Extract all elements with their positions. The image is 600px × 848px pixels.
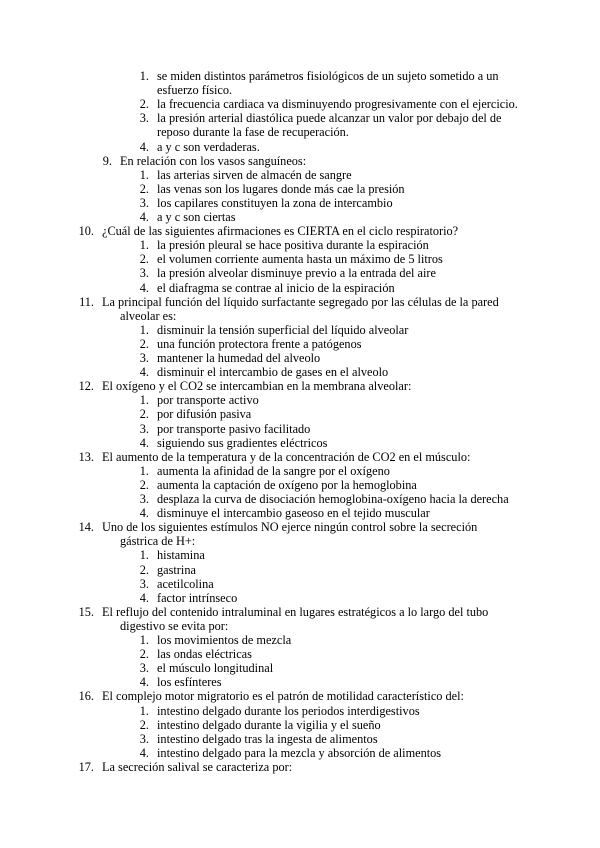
answer-option-text: las venas son los lugares donde más cae la presión <box>157 181 405 196</box>
answer-option-number: 4. <box>139 210 149 224</box>
question-stem-text: Uno de los siguientes estímulos NO ejerce ningún control sobre la secreción <box>102 520 478 535</box>
answer-option <box>139 365 389 380</box>
answer-option-text: a y c son ciertas <box>157 210 236 224</box>
lead-option <box>139 139 260 154</box>
answer-option-text: histamina <box>157 548 205 563</box>
answer-option <box>139 506 430 521</box>
question-stem-number: 14. <box>78 520 94 535</box>
answer-option-number: 2. <box>139 477 149 492</box>
lead-option-number: 2. <box>139 97 149 112</box>
answer-option-text: disminuir la tensión superficial del líquido alveolar <box>157 322 409 337</box>
answer-option-number: 1. <box>139 703 149 718</box>
question-stem <box>78 759 293 774</box>
answer-option-number: 1. <box>139 322 149 337</box>
answer-option-text: aumenta la afinidad de la sangre por el oxígeno <box>157 463 390 478</box>
answer-option <box>139 647 252 662</box>
answer-option-text: intestino delgado para la mezcla y absorción de alimentos <box>157 745 442 760</box>
answer-option-text: los movimientos de mezcla <box>157 633 292 647</box>
answer-option <box>139 393 259 408</box>
answer-option <box>139 210 236 224</box>
question-stem <box>120 619 228 633</box>
answer-option-number: 2. <box>139 252 149 267</box>
answer-option-number: 3. <box>139 731 149 746</box>
answer-option-number: 1. <box>139 548 149 563</box>
question-stem-text: El reflujo del contenido intraluminal en lugares estratégicos a lo largo del tubo <box>102 604 489 619</box>
answer-option-text: factor intrínseco <box>157 590 238 605</box>
question-stem-number: 9. <box>102 153 112 168</box>
question-stem-number: 15. <box>78 604 94 619</box>
answer-option-text: aumenta la captación de oxígeno por la hemoglobina <box>157 477 417 492</box>
answer-option-number: 4. <box>139 435 149 450</box>
question-stem-text: El complejo motor migratorio es el patrón de motilidad característico del: <box>102 689 464 704</box>
question-stem <box>78 604 489 619</box>
answer-option-number: 4. <box>139 365 149 380</box>
answer-option-text: una función protectora frente a patógenos <box>157 336 362 351</box>
answer-option <box>139 590 238 605</box>
answer-option-number: 2. <box>139 562 149 577</box>
answer-option <box>139 633 292 647</box>
answer-option-text: las ondas eléctricas <box>157 647 252 662</box>
answer-option <box>139 731 378 746</box>
question-stem-text: alveolar es: <box>120 308 177 323</box>
question-stem <box>78 520 478 535</box>
answer-option-number: 4. <box>139 745 149 760</box>
lead-option-text: la presión arterial diastólica puede alcanzar un valor por debajo del de <box>157 111 502 126</box>
lead-option-number: 3. <box>139 111 149 126</box>
answer-option-number: 3. <box>139 421 149 436</box>
answer-option-text: el músculo longitudinal <box>157 661 274 676</box>
answer-option <box>139 703 420 718</box>
question-stem-number: 12. <box>78 379 94 394</box>
answer-option-text: la presión alveolar disminuye previo a la entrada del aire <box>157 266 436 281</box>
answer-option-number: 4. <box>139 590 149 605</box>
answer-option-text: las arterias sirven de almacén de sangre <box>157 167 352 182</box>
answer-option-text: el diafragma se contrae al inicio de la espiración <box>157 280 395 295</box>
answer-option-text: desplaza la curva de disociación hemoglobina-oxígeno hacia la derecha <box>157 492 509 506</box>
answer-option-text: intestino delgado durante la vigilia y el sueño <box>157 717 381 732</box>
question-stem <box>78 449 471 464</box>
question-stem-text: gástrica de H+: <box>120 534 196 549</box>
answer-option <box>139 435 328 450</box>
lead-option-text: esfuerzo físico. <box>157 83 233 98</box>
answer-option <box>139 463 390 478</box>
answer-option-number: 1. <box>139 393 149 408</box>
answer-option <box>139 351 321 365</box>
question-stem-text: La principal función del líquido surfactante segregado por las células de la pared <box>102 294 499 309</box>
lead-option <box>157 125 349 139</box>
answer-option <box>139 675 222 690</box>
lead-option <box>139 111 502 126</box>
answer-option <box>139 661 274 676</box>
answer-option-number: 4. <box>139 506 149 521</box>
lead-option-number: 4. <box>139 139 149 154</box>
answer-option <box>139 195 393 210</box>
question-stem-text: digestivo se evita por: <box>120 618 229 633</box>
question-stem-number: 17. <box>78 759 94 774</box>
question-stem <box>78 224 459 239</box>
answer-option-number: 3. <box>139 351 149 365</box>
answer-option <box>139 421 311 436</box>
answer-option-number: 2. <box>139 647 149 662</box>
answer-option <box>139 407 252 422</box>
answer-option-text: intestino delgado durante los periodos interdigestivos <box>157 703 420 718</box>
answer-option <box>139 576 214 591</box>
answer-option-number: 3. <box>139 576 149 591</box>
answer-option-text: disminuir el intercambio de gases en el alveolo <box>157 365 389 380</box>
question-stem-text: La secreción salival se caracteriza por: <box>102 759 293 774</box>
answer-option-text: siguiendo sus gradientes eléctricos <box>157 435 328 450</box>
answer-option-text: por transporte pasivo facilitado <box>157 421 311 436</box>
answer-option <box>139 167 352 182</box>
answer-option-number: 4. <box>139 675 149 690</box>
answer-option-number: 1. <box>139 633 149 647</box>
answer-option <box>139 477 417 492</box>
answer-option <box>139 548 205 563</box>
answer-option <box>139 238 429 253</box>
question-stem-number: 16. <box>78 689 94 704</box>
question-stem <box>102 153 307 168</box>
question-stem <box>120 309 176 323</box>
answer-option-text: mantener la humedad del alveolo <box>157 351 321 365</box>
answer-option-number: 2. <box>139 336 149 351</box>
answer-option-number: 1. <box>139 238 149 253</box>
lead-option-text: se miden distintos parámetros fisiológicos de un sujeto sometido a un <box>157 69 499 83</box>
answer-option <box>139 745 442 760</box>
answer-option-number: 1. <box>139 463 149 478</box>
answer-option-number: 3. <box>139 492 149 506</box>
answer-option-number: 3. <box>139 661 149 676</box>
question-stem-number: 10. <box>78 224 94 239</box>
question-stem-number: 11. <box>79 294 94 309</box>
answer-option <box>139 322 409 337</box>
answer-option-text: la presión pleural se hace positiva durante la espiración <box>157 238 429 253</box>
question-stem-text: El aumento de la temperatura y de la concentración de CO2 en el músculo: <box>102 449 471 464</box>
answer-option-number: 3. <box>139 266 149 281</box>
answer-option-text: gastrina <box>157 562 196 577</box>
answer-option-text: acetilcolina <box>157 576 214 591</box>
lead-option-text: la frecuencia cardiaca va disminuyendo progresivamente con el ejercicio. <box>157 97 518 112</box>
lead-option-text: a y c son verdaderas. <box>157 139 260 154</box>
answer-option-number: 2. <box>139 717 149 732</box>
answer-option-text: por difusión pasiva <box>157 407 252 422</box>
answer-option <box>139 181 405 196</box>
answer-option-number: 1. <box>139 167 149 182</box>
lead-option-number: 1. <box>139 69 149 83</box>
answer-option <box>139 280 395 295</box>
lead-option <box>157 83 232 97</box>
question-stem-text: En relación con los vasos sanguíneos: <box>120 153 307 168</box>
question-stem <box>78 689 464 704</box>
answer-option-text: intestino delgado tras la ingesta de alimentos <box>157 731 378 746</box>
answer-option-number: 2. <box>139 181 149 196</box>
question-stem <box>120 534 195 548</box>
answer-option <box>139 266 436 281</box>
lead-option <box>139 97 518 112</box>
answer-option-text: el volumen corriente aumenta hasta un máximo de 5 litros <box>157 252 443 267</box>
answer-option <box>139 717 381 732</box>
question-stem-text: El oxígeno y el CO2 se intercambian en la membrana alveolar: <box>102 379 412 394</box>
answer-option <box>139 492 509 506</box>
question-stem <box>78 379 412 394</box>
question-stem <box>79 294 499 309</box>
question-stem-number: 13. <box>78 449 94 464</box>
answer-option-text: disminuye el intercambio gaseoso en el tejido muscular <box>157 506 430 521</box>
answer-option <box>139 562 196 577</box>
answer-option-number: 2. <box>139 407 149 422</box>
answer-option-number: 4. <box>139 280 149 295</box>
answer-option-text: los esfínteres <box>157 675 222 690</box>
lead-option-text: reposo durante la fase de recuperación. <box>157 125 349 140</box>
answer-option-text: por transporte activo <box>157 393 259 408</box>
answer-option <box>139 252 443 267</box>
answer-option <box>139 336 362 351</box>
answer-option-number: 3. <box>139 195 149 210</box>
lead-option <box>139 69 499 83</box>
answer-option-text: los capilares constituyen la zona de intercambio <box>157 195 393 210</box>
question-stem-text: ¿Cuál de las siguientes afirmaciones es CIERTA en el ciclo respiratorio? <box>102 224 459 239</box>
